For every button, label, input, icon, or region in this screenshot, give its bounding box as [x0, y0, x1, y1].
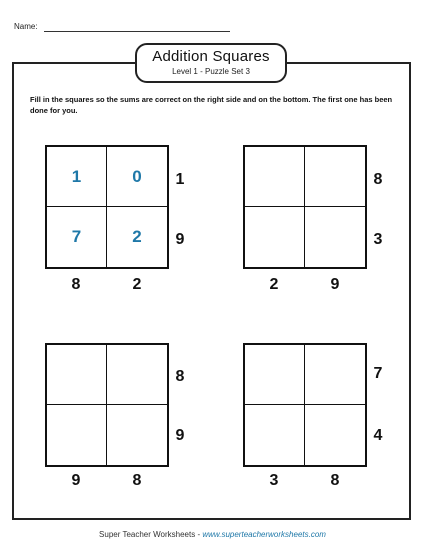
name-label: Name: — [14, 22, 38, 31]
puzzle-cell[interactable]: 7 — [47, 207, 107, 267]
footer-brand: Super Teacher Worksheets — [99, 530, 196, 539]
puzzle-cell[interactable] — [245, 207, 305, 267]
name-line[interactable] — [44, 31, 230, 32]
bottom-sum: 8 — [71, 276, 81, 293]
bottom-sum: 8 — [330, 472, 340, 489]
footer-separator: - — [195, 530, 203, 539]
puzzle-4 — [243, 343, 367, 467]
puzzle-cell[interactable] — [305, 345, 365, 405]
puzzle-2 — [243, 145, 367, 269]
puzzle-cell[interactable] — [107, 345, 167, 405]
puzzle-cell[interactable]: 1 — [47, 147, 107, 207]
puzzle-1 — [45, 145, 169, 269]
instructions: Fill in the squares so the sums are correct on the right side and on the bottom. The first one has been done for you. — [30, 95, 393, 115]
right-sum: 8 — [373, 171, 383, 188]
puzzle-cell[interactable] — [47, 345, 107, 405]
right-sum: 3 — [373, 231, 383, 248]
worksheet-title: Addition Squares — [152, 48, 270, 65]
puzzle-cell[interactable] — [47, 405, 107, 465]
puzzle-cell[interactable] — [305, 405, 365, 465]
bottom-sum: 3 — [269, 472, 279, 489]
right-sum: 4 — [373, 427, 383, 444]
bottom-sum: 2 — [132, 276, 142, 293]
bottom-sum: 9 — [71, 472, 81, 489]
puzzle-3 — [45, 343, 169, 467]
worksheet-subtitle: Level 1 - Puzzle Set 3 — [172, 67, 250, 76]
puzzle-cell[interactable] — [305, 147, 365, 207]
puzzle-cell[interactable]: 2 — [132, 227, 142, 246]
bottom-sum: 8 — [132, 472, 142, 489]
puzzle-cell[interactable]: 0 — [107, 147, 167, 207]
title-box — [135, 43, 287, 83]
bottom-sum: 9 — [330, 276, 340, 293]
right-sum: 1 — [175, 171, 185, 188]
puzzle-cell[interactable] — [245, 147, 305, 207]
bottom-sum: 2 — [269, 276, 279, 293]
puzzle-cell[interactable] — [305, 207, 365, 267]
footer — [0, 530, 425, 539]
puzzle-cell[interactable] — [107, 405, 167, 465]
footer-url[interactable]: www.superteacherworksheets.com — [202, 530, 326, 539]
right-sum: 9 — [175, 427, 185, 444]
right-sum: 8 — [175, 368, 185, 385]
right-sum: 9 — [175, 231, 185, 248]
right-sum: 7 — [373, 365, 383, 382]
puzzle-cell[interactable] — [245, 345, 305, 405]
puzzle-cell[interactable] — [245, 405, 305, 465]
